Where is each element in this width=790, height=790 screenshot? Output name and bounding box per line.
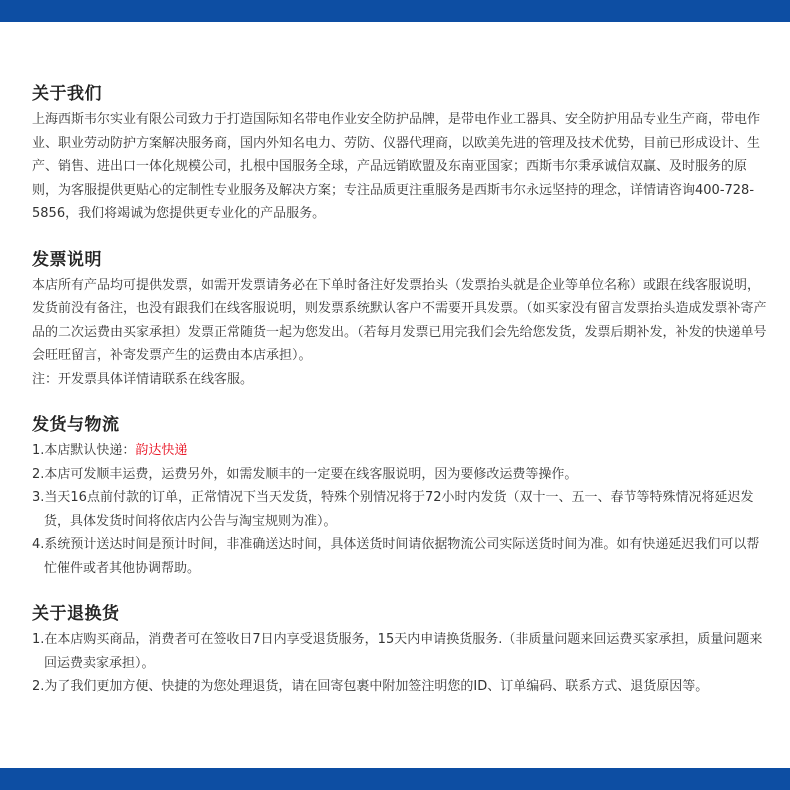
bottom-accent-bar (0, 768, 790, 790)
about-body: 上海西斯韦尔实业有限公司致力于打造国际知名带电作业安全防护品牌，是带电作业工器具、安全防护用品专业生产商，带电作业、职业劳动防护方案解决服务商，国内外知名电力、劳防、仪器代理商，以欧美先进的管理及技术优势，目前已形成设计、生产、销售、进出口一体化规模公司，扎根中国服务全球，产品远销欧盟及东南亚国家；西斯韦尔秉承诚信双赢、及时服务的原则，为客服提供更贴心的定制性专业服务及解决方案；专注品质更注重服务是西斯韦尔永远坚持的理念，详情请咨询400-728-5856，我们将竭诚为您提供更专业化的产品服务。 (32, 112, 761, 221)
returns-section (32, 602, 770, 699)
invoice-body: 本店所有产品均可提供发票，如需开发票请务必在下单时备注好发票抬头（发票抬头就是企业等单位名称）或跟在线客服说明，发货前没有备注，也没有跟我们在线客服说明，则发票系统默认客户不需要开具发票。（如买家没有留言发票抬头造成发票补寄产品的二次运费由买家承担）发票正常随货一起为您发出。（若每月发票已用完我们会先给您发货，发票后期补发，补发的快递单号会旺旺留言，补寄发票产生的运费由本店承担）。 (32, 277, 767, 363)
top-accent-bar (0, 0, 790, 22)
invoice-section (32, 248, 770, 392)
default-courier: 韵达快递 (135, 443, 188, 458)
returns-heading: 关于退换货 (32, 604, 120, 624)
shipping-item-3: 3.当天16点前付款的订单，正常情况下当天发货，特殊个别情况将于72小时内发货（双十一、五一、春节等特殊情况将延迟发货，具体发货时间将依店内公告与淘宝规则为准）。 (32, 490, 754, 529)
invoice-note: 注：开发票具体详情请联系在线客服。 (32, 371, 254, 387)
invoice-heading: 发票说明 (32, 249, 102, 270)
shipping-item-2: 2.本店可发顺丰运费，运费另外，如需发顺丰的一定要在线客服说明，因为要修改运费等操作。 (32, 466, 578, 482)
content-area (32, 82, 770, 721)
shipping-item-1 (32, 439, 770, 463)
about-section (32, 82, 770, 226)
shipping-heading: 发货与物流 (32, 415, 120, 435)
shipping-item-1-label: 1.本店默认快递： (32, 443, 136, 458)
returns-item-1: 1.在本店购买商品，消费者可在签收日7日内享受退货服务，15天内申请换货服务.（非质量问题来回运费买家承担，质量问题来回运费卖家承担）。 (32, 632, 763, 671)
returns-item-2: 2.为了我们更加方便、快捷的为您处理退货，请在回寄包裹中附加签注明您的ID、订单编码、联系方式、退货原因等。 (32, 679, 709, 694)
shipping-section (32, 413, 770, 580)
shipping-item-4: 4.系统预计送达时间是预计时间，非准确送达时间，具体送货时间请依据物流公司实际送货时间为准。如有快递延迟我们可以帮忙催件或者其他协调帮助。 (32, 537, 760, 576)
about-heading: 关于我们 (32, 84, 102, 104)
